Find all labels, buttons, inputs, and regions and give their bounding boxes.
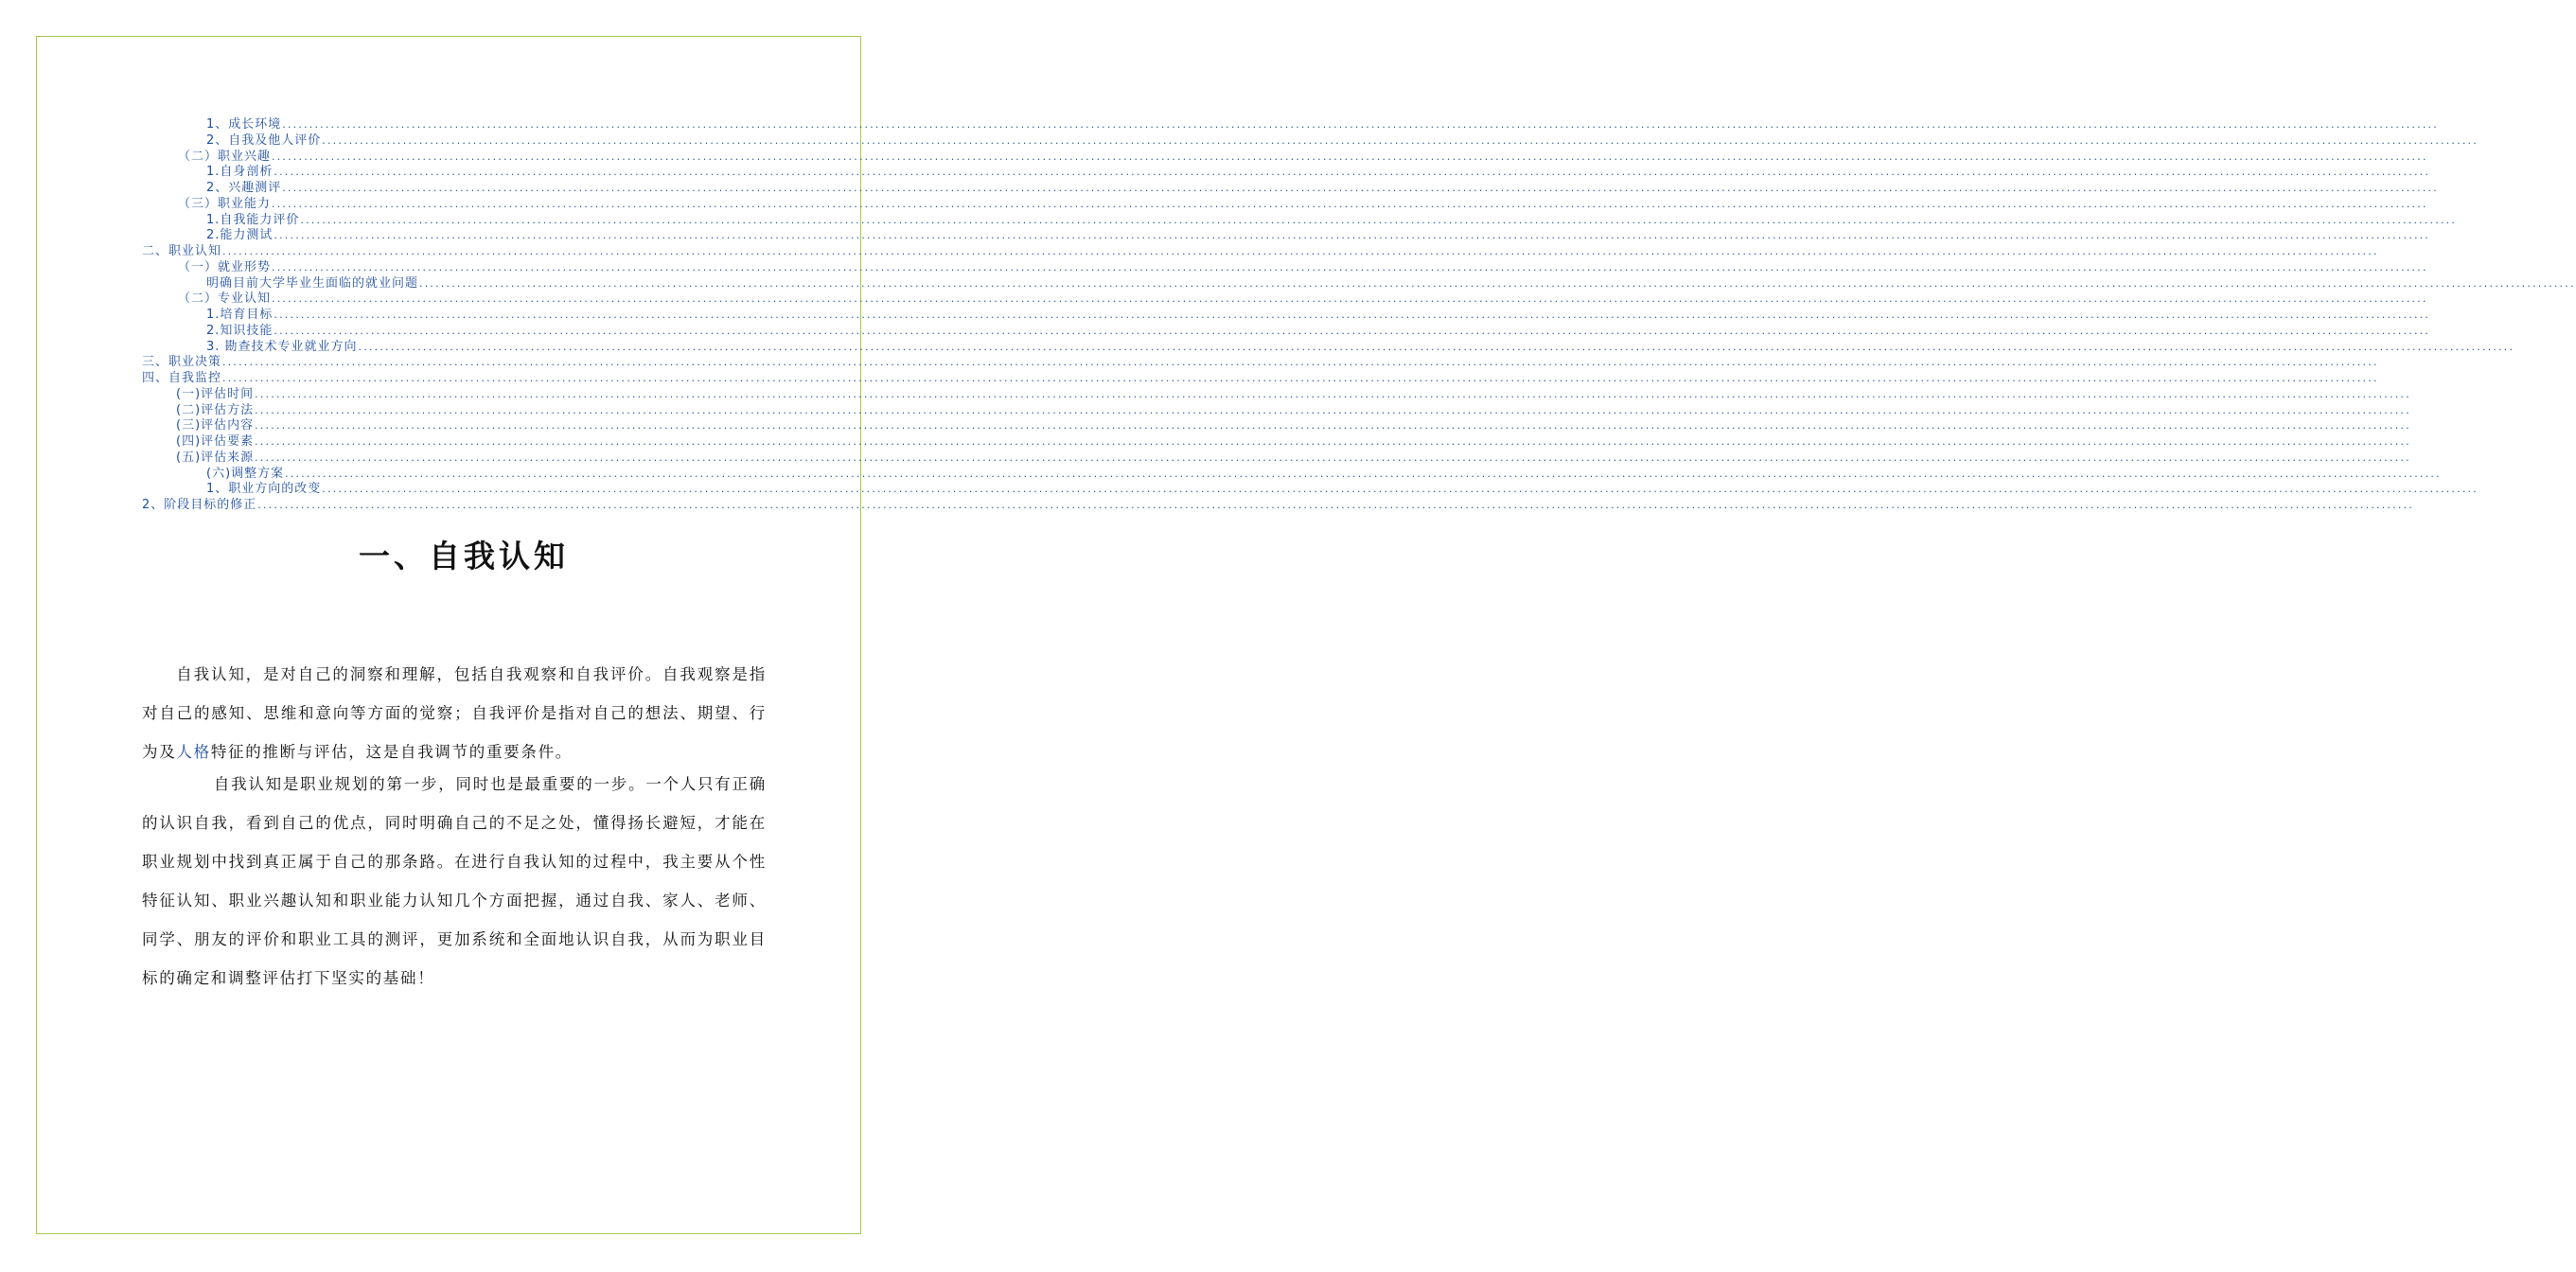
toc-dot-leader: ................................................................................................................................................................................................................................................................................................................................................................................................................ (419, 276, 2576, 290)
section-heading: 一、自我认知 (359, 538, 569, 574)
toc-dot-leader: ................................................................................................................................................................................................................................................................................................................................................................................................................ (222, 245, 2379, 257)
toc-entry-label: 3. 勘查技术专业就业方向 (206, 339, 358, 354)
toc-entry[interactable] (206, 181, 2439, 196)
toc-entry[interactable] (178, 292, 2428, 307)
toc-dot-leader: ................................................................................................................................................................................................................................................................................................................................................................................................................ (222, 356, 2379, 369)
toc-entry-label: (三)评估内容 (176, 418, 255, 433)
toc-entry-label: 1、成长环境 (206, 117, 282, 132)
toc-entry-label: (二)评估方法 (176, 402, 255, 417)
toc-entry[interactable] (142, 498, 2414, 513)
paragraph-text: 特征的推断与评估，这是自我调节的重要条件。 (210, 743, 573, 761)
toc-dot-leader: ................................................................................................................................................................................................................................................................................................................................................................................................................ (273, 229, 2431, 242)
toc-dot-leader: ................................................................................................................................................................................................................................................................................................................................................................................................................ (282, 118, 2439, 131)
toc-dot-leader: ................................................................................................................................................................................................................................................................................................................................................................................................................ (255, 387, 2411, 400)
toc-dot-leader: ................................................................................................................................................................................................................................................................................................................................................................................................................ (273, 309, 2431, 321)
toc-entry[interactable] (178, 196, 2428, 212)
toc-entry-label: (五)评估来源 (176, 450, 255, 465)
toc-entry-label: 1.自我能力评价 (206, 212, 300, 227)
toc-entry[interactable] (176, 386, 2411, 402)
toc-entry-label: 2、兴趣测评 (206, 181, 282, 195)
toc-entry[interactable] (206, 339, 2515, 355)
toc-dot-leader: ................................................................................................................................................................................................................................................................................................................................................................................................................ (300, 213, 2458, 226)
toc-dot-leader: ................................................................................................................................................................................................................................................................................................................................................................................................................ (322, 483, 2479, 496)
toc-entry-label: 2.知识技能 (206, 323, 273, 338)
toc-entry[interactable] (176, 402, 2411, 418)
paragraph-self-awareness-importance: 自我认知是职业规划的第一步，同时也是最重要的一步。一个人只有正确的认识自我，看到自己的优点，同时明确自己的不足之处，懂得扬长避短，才能在职业规划中找到真正属于自己的那条路。在进行自我认知的过程中，我主要从个性特征认知、职业兴趣认知和职业能力认知几个方面把握，通过自我、家人、老师、同学、朋友的评价和职业工具的测评，更加系统和全面地认识自我，从而为职业目标的确定和调整评估打下坚实的基础！ (142, 775, 767, 987)
toc-entry-label: （三）职业能力 (178, 196, 272, 211)
toc-dot-leader: ................................................................................................................................................................................................................................................................................................................................................................................................................ (255, 450, 2411, 464)
toc-dot-leader: ................................................................................................................................................................................................................................................................................................................................................................................................................ (272, 197, 2428, 210)
toc-entry[interactable] (206, 165, 2431, 180)
toc-dot-leader: ................................................................................................................................................................................................................................................................................................................................................................................................................ (272, 150, 2428, 163)
toc-entry-label: (六)调整方案 (206, 466, 285, 481)
toc-entry-label: 四、自我监控 (142, 371, 222, 385)
toc-entry-label: 1.自身剖析 (206, 165, 273, 180)
toc-entry-label: 二、职业认知 (142, 244, 222, 258)
toc-entry-label: 三、职业决策 (142, 355, 222, 370)
toc-entry[interactable] (206, 275, 2576, 292)
toc-entry[interactable] (206, 466, 2442, 482)
toc-entry[interactable] (176, 434, 2411, 450)
toc-entry-label: (四)评估要素 (176, 434, 255, 449)
toc-entry[interactable] (206, 228, 2431, 243)
toc-dot-leader: ................................................................................................................................................................................................................................................................................................................................................................................................................ (273, 324, 2431, 337)
toc-entry-label: (一)评估时间 (176, 386, 255, 401)
toc-entry-label: （二）职业兴趣 (178, 149, 272, 164)
toc-dot-leader: ................................................................................................................................................................................................................................................................................................................................................................................................................ (272, 292, 2428, 306)
toc-entry[interactable] (206, 482, 2479, 497)
toc-entry-label: （一）就业形势 (178, 259, 272, 274)
toc-entry[interactable] (206, 308, 2431, 323)
toc-dot-leader: ................................................................................................................................................................................................................................................................................................................................................................................................................ (222, 372, 2379, 384)
paragraph-text: 自我认知，是对自己的洞察和理解，包括自我观察和自我评价。自我观察是指对自己的感知、思维和意向等方面的觉察；自我评价是指对自己的想法、期望、行为及 (142, 665, 767, 761)
toc-entry[interactable] (206, 117, 2439, 132)
toc-entry-label: 1.培育目标 (206, 308, 273, 322)
toc-dot-leader: ................................................................................................................................................................................................................................................................................................................................................................................................................ (285, 467, 2442, 480)
toc-entry[interactable] (142, 244, 2379, 259)
toc-entry-label: 2.能力测试 (206, 228, 273, 243)
toc-entry-label: 2、自我及他人评价 (206, 132, 322, 148)
toc-dot-leader: ................................................................................................................................................................................................................................................................................................................................................................................................................ (358, 340, 2515, 353)
toc-entry-label: 2、阶段目标的修正 (142, 498, 257, 512)
toc-dot-leader: ................................................................................................................................................................................................................................................................................................................................................................................................................ (272, 260, 2428, 274)
toc-dot-leader: ................................................................................................................................................................................................................................................................................................................................................................................................................ (322, 133, 2479, 147)
toc-entry[interactable] (176, 450, 2411, 466)
toc-entry[interactable] (142, 371, 2379, 386)
toc-entry-label: （二）专业认知 (178, 292, 272, 307)
toc-dot-leader: ................................................................................................................................................................................................................................................................................................................................................................................................................ (255, 435, 2411, 448)
toc-dot-leader: ................................................................................................................................................................................................................................................................................................................................................................................................................ (255, 419, 2411, 433)
toc-dot-leader: ................................................................................................................................................................................................................................................................................................................................................................................................................ (255, 403, 2411, 416)
toc-dot-leader: ................................................................................................................................................................................................................................................................................................................................................................................................................ (257, 499, 2414, 511)
toc-entry[interactable] (178, 259, 2428, 275)
toc-entry[interactable] (206, 212, 2458, 228)
toc-entry[interactable] (176, 418, 2411, 433)
toc-entry[interactable] (178, 149, 2428, 165)
paragraph-self-awareness-definition (142, 655, 767, 771)
toc-dot-leader: ................................................................................................................................................................................................................................................................................................................................................................................................................ (282, 182, 2439, 194)
toc-entry[interactable] (142, 355, 2379, 370)
toc-dot-leader: ................................................................................................................................................................................................................................................................................................................................................................................................................ (273, 166, 2431, 179)
toc-entry-label: 1、职业方向的改变 (206, 482, 322, 497)
toc-entry[interactable] (206, 323, 2431, 339)
toc-entry[interactable] (206, 132, 2479, 149)
toc-entry-label: 明确目前大学毕业生面临的就业问题 (206, 275, 419, 291)
personality-link[interactable]: 人格 (176, 743, 211, 761)
